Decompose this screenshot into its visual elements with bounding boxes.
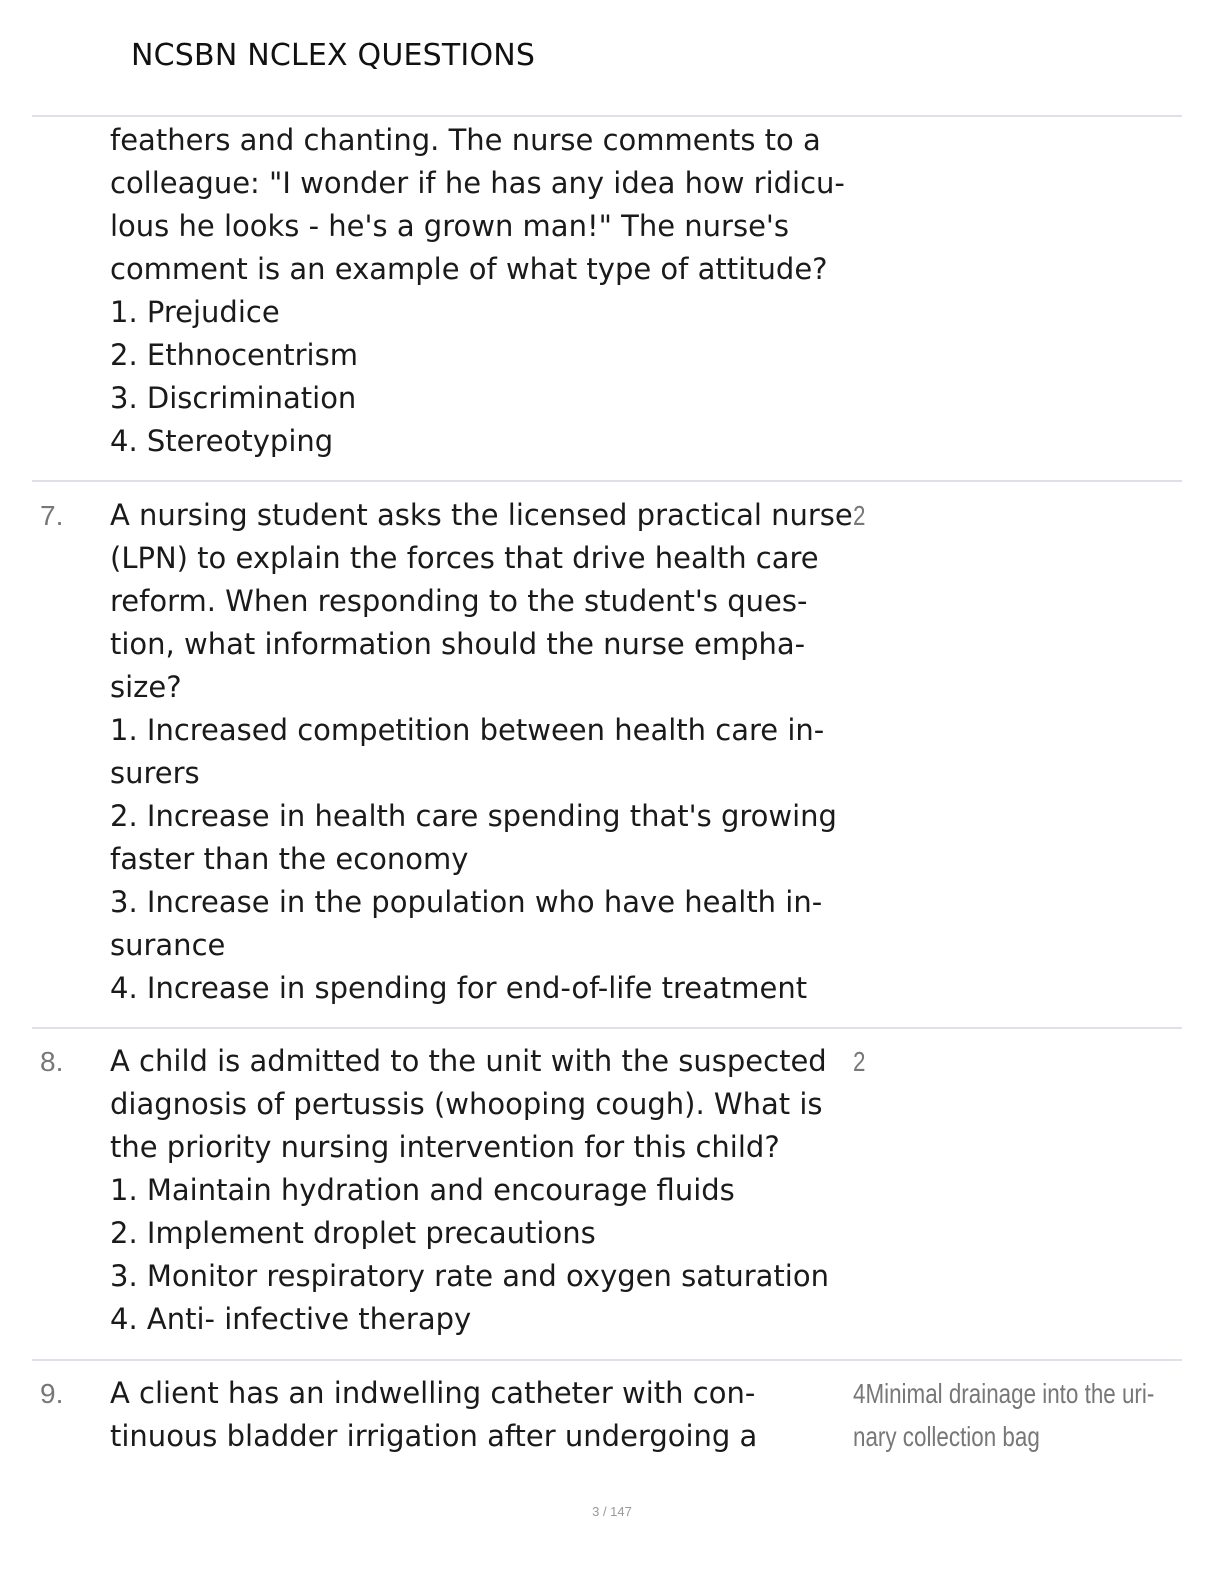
option-line: 1. Maintain hydration and encourage fluids — [110, 1173, 735, 1207]
question-line: feathers and chanting. The nurse comments to a — [110, 123, 821, 157]
answer-line: 2 — [853, 1046, 866, 1077]
divider — [32, 1027, 1182, 1029]
question-line: A nursing student asks the licensed practical nurse — [110, 498, 853, 532]
option-line: 4. Increase in spending for end-of-life treatment — [110, 971, 808, 1005]
option-line: 2. Increase in health care spending that's growing — [110, 799, 837, 833]
answer-line: 4Minimal drainage into the uri- — [853, 1378, 1155, 1409]
question-text — [110, 119, 850, 463]
question-line: reform. When responding to the student's ques- — [110, 584, 808, 618]
question-line: comment is an example of what type of attitude? — [110, 252, 828, 286]
option-line: 2. Ethnocentrism — [110, 338, 358, 372]
option-line: 3. Discrimination — [110, 381, 357, 415]
question-text — [110, 1372, 850, 1458]
option-line: 3. Monitor respiratory rate and oxygen saturation — [110, 1259, 829, 1293]
answer-line: 2 — [853, 500, 866, 531]
option-line: faster than the economy — [110, 842, 469, 876]
answer-line: nary collection bag — [853, 1421, 1040, 1452]
question-text — [110, 1040, 850, 1341]
document-title: NCSBN NCLEX QUESTIONS — [131, 38, 536, 73]
option-line: 2. Implement droplet precautions — [110, 1216, 596, 1250]
option-line: 3. Increase in the population who have health in- — [110, 885, 823, 919]
divider — [32, 480, 1182, 482]
option-line: surers — [110, 756, 200, 790]
answer-text — [853, 1040, 1117, 1083]
question-line: lous he looks - he's a grown man!" The nurse's — [110, 209, 790, 243]
divider — [32, 115, 1182, 117]
option-line: 1. Prejudice — [110, 295, 280, 329]
question-line: the priority nursing intervention for this child? — [110, 1130, 780, 1164]
option-line: 4. Stereotyping — [110, 424, 334, 458]
divider — [32, 1359, 1182, 1361]
option-line: 4. Anti- infective therapy — [110, 1302, 472, 1336]
question-line: size? — [110, 670, 182, 704]
question-line: A child is admitted to the unit with the suspected — [110, 1044, 827, 1078]
question-line: diagnosis of pertussis (whooping cough). What is — [110, 1087, 823, 1121]
answer-text — [853, 494, 1117, 537]
page-number: 3 / 147 — [592, 1504, 632, 1519]
question-number: 7. — [40, 500, 64, 531]
question-line: tion, what information should the nurse empha- — [110, 627, 806, 661]
question-text — [110, 494, 853, 1010]
option-line: surance — [110, 928, 226, 962]
question-line: tinuous bladder irrigation after undergoing a — [110, 1419, 758, 1453]
question-number: 9. — [40, 1378, 64, 1409]
answer-text — [853, 1372, 1155, 1458]
option-line: 1. Increased competition between health care in- — [110, 713, 825, 747]
question-line: colleague: "I wonder if he has any idea how ridicu- — [110, 166, 845, 200]
question-number: 8. — [40, 1046, 64, 1077]
question-line: (LPN) to explain the forces that drive health care — [110, 541, 819, 575]
question-line: A client has an indwelling catheter with con- — [110, 1376, 756, 1410]
